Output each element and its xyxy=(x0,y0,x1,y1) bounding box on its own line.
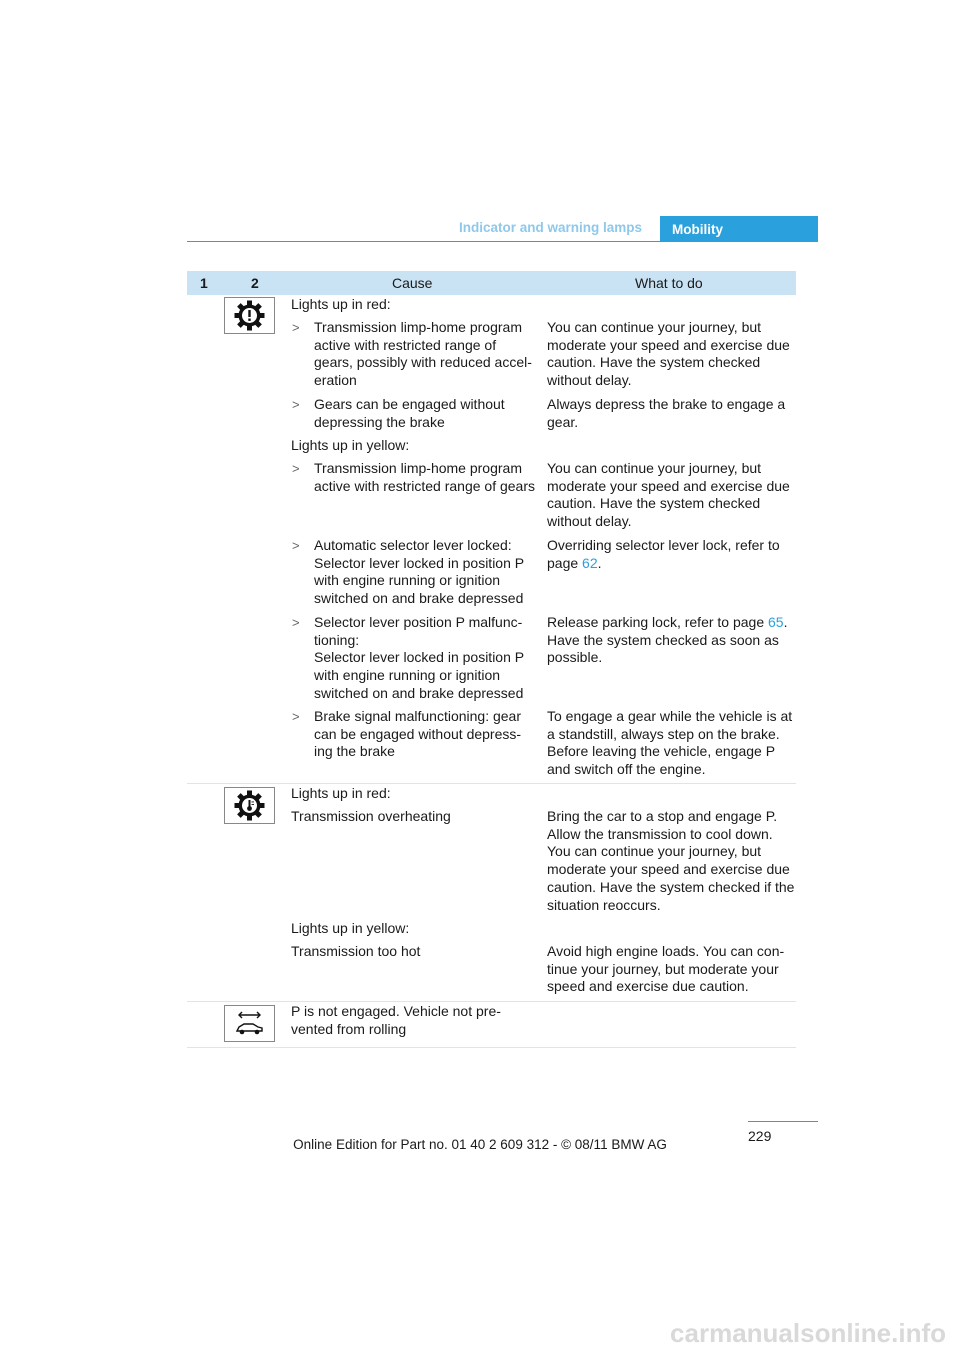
transmission-warning-icon xyxy=(224,297,275,334)
bullet: > xyxy=(292,461,300,476)
header-rule xyxy=(187,241,818,242)
watermark: carmanualsonline.info xyxy=(670,1318,946,1348)
col-1-header: 1 xyxy=(200,275,208,291)
col-2-header: 2 xyxy=(251,275,259,291)
action-limp-home-red: You can continue your journey, but moderate your speed and exercise due caution. Have the system checked without delay. xyxy=(547,319,790,389)
page-link-62[interactable]: 62 xyxy=(582,554,598,571)
cause-header: Cause xyxy=(392,275,433,291)
action-depress-brake: Always depress the brake to engage a gear. xyxy=(547,396,786,430)
table-bottom-rule xyxy=(187,1047,796,1048)
cause-position-p-malfunction: Selector lever position P malfunc- tioning: Selector lever locked in position P with engine running or ignition switched on and brake depressed xyxy=(314,614,525,701)
bullet: > xyxy=(292,709,300,724)
chapter-tab: Mobility xyxy=(660,216,818,242)
table-header xyxy=(187,271,796,295)
bullet: > xyxy=(292,615,300,630)
section-title: Indicator and warning lamps xyxy=(459,220,643,235)
vehicle-rolling-icon xyxy=(224,1005,275,1042)
action-limp-home-yellow: You can continue your journey, but moderate your speed and exercise due caution. Have the system checked without delay. xyxy=(547,460,790,530)
what-to-do-header: What to do xyxy=(635,275,703,291)
row1-lights-red: Lights up in red: xyxy=(291,296,391,312)
row-separator xyxy=(187,783,796,784)
bullet: > xyxy=(292,397,300,412)
page-link-65[interactable]: 65 xyxy=(768,614,784,630)
page-number: 229 xyxy=(748,1128,772,1144)
footer-edition: Online Edition for Part no. 01 40 2 609 312 - © 08/11 BMW AG xyxy=(293,1137,667,1152)
action-engage-gear-standstill: To engage a gear while the vehicle is at a standstill, always step on the brake. Before leaving the vehicle, engage P and switch off the engine. xyxy=(547,708,793,778)
bullet: > xyxy=(292,320,300,335)
action-stop-cool-down: Bring the car to a stop and engage P. Allow the transmission to cool down. You can continue your journey, but moderate your speed and exercise due caution. Have the system checked if the situation reoccurs. xyxy=(547,808,795,913)
cause-brake-signal: Brake signal malfunctioning: gear can be engaged without depress- ing the brake xyxy=(314,708,522,760)
page-number-rule xyxy=(748,1121,818,1122)
cause-limp-home-red: Transmission limp-home program active with restricted range of gears, possibly with reduced accel- eration xyxy=(314,319,532,389)
action-override-lock: Overriding selector lever lock, refer to page 62. xyxy=(547,537,780,571)
row2-lights-yellow: Lights up in yellow: xyxy=(291,920,410,936)
action-release-parking-lock: Release parking lock, refer to page 65. Have the system checked as soon as possible. xyxy=(547,614,788,666)
action-avoid-high-loads: Avoid high engine loads. You can con- tinue your journey, but moderate your speed and exercise due caution. xyxy=(547,943,785,995)
row1-lights-yellow: Lights up in yellow: xyxy=(291,437,410,453)
cause-transmission-overheating: Transmission overheating xyxy=(291,808,451,824)
cause-transmission-too-hot: Transmission too hot xyxy=(291,943,421,959)
cause-limp-home-yellow: Transmission limp-home program active with restricted range of gears xyxy=(314,460,535,494)
cause-gears-without-brake: Gears can be engaged without depressing the brake xyxy=(314,396,505,430)
bullet: > xyxy=(292,538,300,553)
cause-selector-locked: Automatic selector lever locked: Selector lever locked in position P with engine running or ignition switched on and brake depressed xyxy=(314,537,525,607)
row-separator xyxy=(187,1001,796,1002)
cause-p-not-engaged: P is not engaged. Vehicle not pre- vented from rolling xyxy=(291,1003,501,1037)
transmission-temperature-icon xyxy=(224,787,275,824)
row2-lights-red: Lights up in red: xyxy=(291,785,391,801)
